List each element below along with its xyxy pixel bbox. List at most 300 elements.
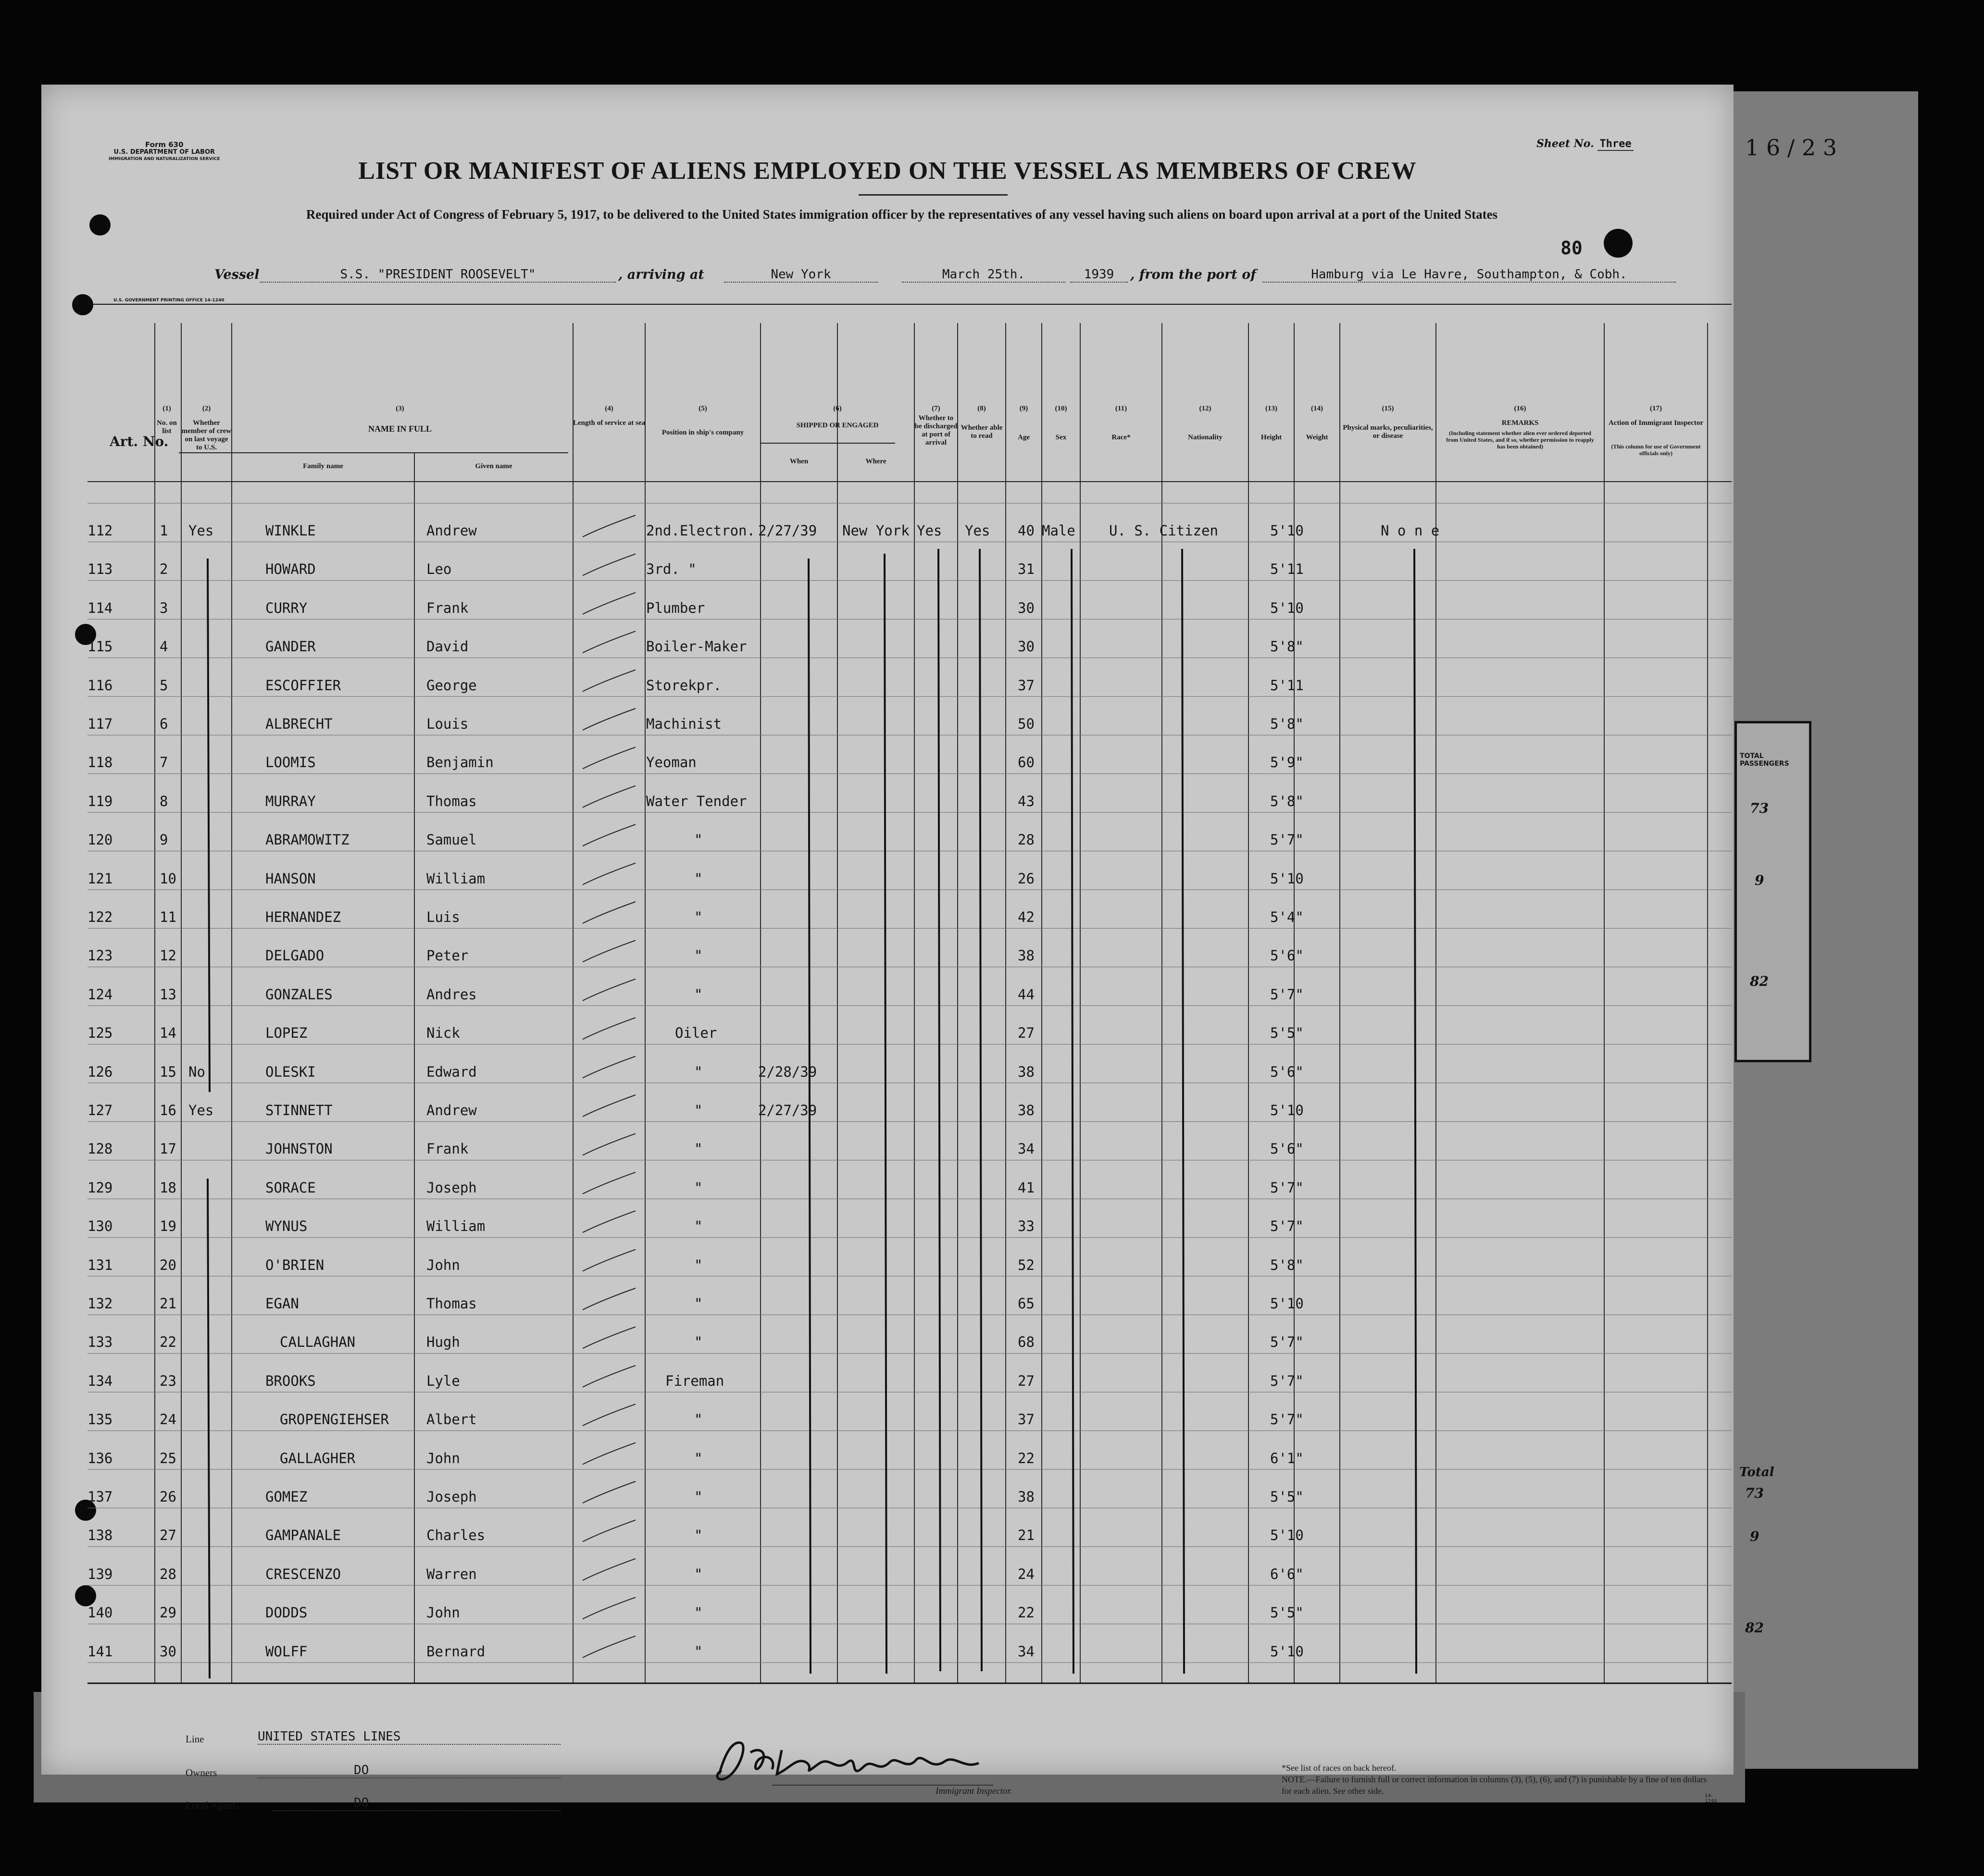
- row-art-no: 113: [87, 561, 113, 578]
- col14-number: (14): [1311, 405, 1323, 412]
- owners-value: DO: [258, 1763, 561, 1778]
- col4-header: Length of service at sea: [573, 419, 645, 427]
- col14-header: Weight: [1306, 434, 1328, 441]
- row-given-name: Nick: [426, 1025, 460, 1042]
- row-family-name: DODDS: [265, 1604, 308, 1621]
- row-list-no: 23: [160, 1372, 176, 1389]
- row-given-name: David: [426, 638, 469, 655]
- arrival-date: March 25th.: [902, 267, 1065, 283]
- row-family-name: ESCOFFIER: [265, 677, 341, 694]
- row-age: 37: [1018, 677, 1035, 694]
- col2-header: Whether member of crew on last voyage to U.S.: [181, 419, 232, 451]
- col12-header: Nationality: [1188, 434, 1223, 441]
- sheet-number-value: Three: [1597, 138, 1633, 151]
- table-row: [87, 870, 1732, 909]
- row-art-no: 118: [87, 754, 113, 771]
- row-height: 6'6": [1270, 1565, 1304, 1582]
- row-position: ": [694, 1295, 703, 1312]
- agents-value: DO: [272, 1796, 561, 1811]
- row-art-no: 141: [87, 1643, 113, 1660]
- row-art-no: 112: [87, 522, 113, 539]
- row-art-no: 131: [87, 1256, 113, 1273]
- printing-office: U.S. GOVERNMENT PRINTING OFFICE 14-1240: [113, 298, 225, 303]
- col13-number: (13): [1265, 405, 1277, 412]
- total-label: Total: [1739, 1465, 1774, 1479]
- row-given-name: Samuel: [426, 832, 477, 848]
- row-position: ": [694, 986, 703, 1003]
- table-row: [87, 1566, 1732, 1604]
- inspector-signature: [705, 1728, 1003, 1791]
- row-list-no: 16: [160, 1102, 176, 1118]
- col12-number: (12): [1199, 405, 1211, 412]
- col4-number: (4): [605, 405, 613, 412]
- col11-header: Race*: [1111, 434, 1131, 441]
- row-given-name: Bernard: [426, 1643, 486, 1660]
- table-row: [87, 1218, 1732, 1256]
- row-list-no: 12: [160, 947, 176, 964]
- row-art-no: 129: [87, 1179, 113, 1196]
- row-art-no: 140: [87, 1604, 113, 1621]
- row-given-name: Warren: [426, 1565, 477, 1582]
- col10-header: Sex: [1055, 434, 1067, 441]
- table-row: [87, 638, 1732, 677]
- row-age: 30: [1018, 638, 1035, 655]
- row-given-name: Peter: [426, 947, 469, 964]
- row-art-no: 126: [87, 1063, 113, 1080]
- col10-number: (10): [1055, 405, 1067, 412]
- row-art-no: 134: [87, 1372, 113, 1389]
- row-list-no: 1: [160, 522, 168, 539]
- row-art-no: 136: [87, 1450, 113, 1466]
- table-row: [87, 1102, 1732, 1141]
- table-row: [87, 1141, 1732, 1179]
- row-position: ": [694, 1450, 703, 1466]
- row-given-name: Luis: [426, 909, 460, 925]
- row-given-name: Edward: [426, 1063, 477, 1080]
- row-height: 5'8": [1270, 1256, 1304, 1273]
- row-age: 38: [1018, 947, 1035, 964]
- vessel-line: [214, 267, 1705, 288]
- row-list-no: 22: [160, 1334, 176, 1351]
- total-value-3: 82: [1745, 1620, 1764, 1636]
- row-age: 65: [1018, 1295, 1035, 1312]
- col15-header: Physical marks, peculiarities, or disease: [1343, 424, 1433, 440]
- row-age: 27: [1018, 1025, 1035, 1042]
- row-position: ": [694, 1218, 703, 1235]
- col3-given-header: Given name: [475, 462, 512, 470]
- col16-header: REMARKS: [1501, 419, 1539, 427]
- row-given-name: William: [426, 1218, 486, 1235]
- row-art-no: 124: [87, 986, 113, 1003]
- row-age: 22: [1018, 1604, 1035, 1621]
- arrival-year: 1939: [1070, 267, 1128, 283]
- row-art-no: 116: [87, 677, 113, 694]
- row-age: 52: [1018, 1256, 1035, 1273]
- row-art-no: 138: [87, 1527, 113, 1544]
- row-list-no: 6: [160, 716, 168, 732]
- row-age: 43: [1018, 793, 1035, 809]
- row-list-no: 15: [160, 1063, 176, 1080]
- row-art-no: 133: [87, 1334, 113, 1351]
- row-age: 50: [1018, 716, 1035, 732]
- row-age: 44: [1018, 986, 1035, 1003]
- row-family-name: WOLFF: [265, 1643, 308, 1660]
- row-given-name: Thomas: [426, 793, 477, 809]
- col17-header: Action of Immigrant Inspector: [1608, 419, 1704, 427]
- row-list-no: 11: [160, 909, 176, 925]
- row-list-no: 10: [160, 870, 176, 887]
- row-height: 5'7": [1270, 1411, 1304, 1428]
- row-position: ": [694, 1102, 703, 1118]
- row-age: 42: [1018, 909, 1035, 925]
- row-height: 5'7": [1270, 1372, 1304, 1389]
- row-family-name: GAMPANALE: [265, 1527, 341, 1544]
- row-art-no: 130: [87, 1218, 113, 1235]
- row-age: 30: [1018, 599, 1035, 616]
- row-art-no: 128: [87, 1141, 113, 1157]
- col7-header: Whether to be discharged at port of arrival: [914, 414, 958, 447]
- row-given-name: Charles: [426, 1527, 486, 1544]
- col16-number: (16): [1514, 405, 1526, 412]
- row-art-no: 117: [87, 716, 113, 732]
- table-row: [87, 600, 1732, 638]
- row-list-no: 7: [160, 754, 168, 771]
- row-position: ": [694, 1063, 703, 1080]
- row-given-name: John: [426, 1604, 460, 1621]
- row-age: 60: [1018, 754, 1035, 771]
- passengers-label: TOTAL PASSENGERS: [1740, 752, 1789, 768]
- row-height: 5'10: [1270, 1102, 1304, 1118]
- row-list-no: 27: [160, 1527, 176, 1544]
- row-height: 5'7": [1270, 1334, 1304, 1351]
- row-position: ": [694, 909, 703, 925]
- row-list-no: 13: [160, 986, 176, 1003]
- form-department: U.S. DEPARTMENT OF LABOR: [113, 149, 215, 156]
- row-family-name: LOPEZ: [265, 1025, 308, 1042]
- table-row: [87, 522, 1732, 561]
- row-position: ": [694, 1334, 703, 1351]
- col6-where-header: Where: [865, 458, 886, 465]
- table-row: [87, 1334, 1732, 1372]
- row-art-no: 132: [87, 1295, 113, 1312]
- row-list-no: 3: [160, 599, 168, 616]
- title-rule: [859, 194, 1008, 196]
- row-age: 38: [1018, 1102, 1035, 1118]
- col8-header: Whether able to read: [961, 424, 1003, 440]
- row-height: 5'5": [1270, 1025, 1304, 1042]
- row-position: ": [694, 1411, 703, 1428]
- row-height: 5'7": [1270, 986, 1304, 1003]
- from-port: Hamburg via Le Havre, Southampton, & Cobh.: [1262, 267, 1676, 283]
- total-value-1: 73: [1745, 1485, 1764, 1501]
- table-row: [87, 1295, 1732, 1334]
- col3-number: (3): [396, 405, 404, 412]
- row-physical-marks: N o n e: [1381, 522, 1440, 539]
- row-art-no: 123: [87, 947, 113, 964]
- print-code: 14-1240: [1705, 1793, 1717, 1804]
- row-height: 5'6": [1270, 1141, 1304, 1157]
- table-row: [87, 1450, 1732, 1489]
- row-height: 5'11: [1270, 561, 1304, 578]
- row-list-no: 25: [160, 1450, 176, 1466]
- row-given-name: John: [426, 1256, 460, 1273]
- table-row: [87, 677, 1732, 716]
- row-family-name: GOMEZ: [265, 1489, 308, 1505]
- row-age: 24: [1018, 1565, 1035, 1582]
- row-art-no: 121: [87, 870, 113, 887]
- agents-label: Local Agents: [186, 1800, 239, 1811]
- row-age: 40: [1018, 522, 1035, 539]
- row-given-name: Frank: [426, 599, 469, 616]
- row-list-no: 24: [160, 1411, 176, 1428]
- line-label: Line: [186, 1733, 204, 1745]
- col3-family-header: Family name: [303, 462, 343, 470]
- row-family-name: SORACE: [265, 1179, 316, 1196]
- col5-number: (5): [699, 405, 707, 412]
- row-list-no: 8: [160, 793, 168, 809]
- row-given-name: Louis: [426, 716, 469, 732]
- table-row: [87, 1411, 1732, 1450]
- row-list-no: 21: [160, 1295, 176, 1312]
- row-family-name: GROPENGIEHSER: [280, 1411, 389, 1428]
- row-given-name: William: [426, 870, 486, 887]
- row-age: 37: [1018, 1411, 1035, 1428]
- row-list-no: 19: [160, 1218, 176, 1235]
- row-height: 5'7": [1270, 832, 1304, 848]
- col6-number: (6): [833, 405, 842, 412]
- table-row: [87, 1180, 1732, 1218]
- row-height: 5'5": [1270, 1489, 1304, 1505]
- side-value-1: 73: [1750, 800, 1769, 816]
- crew-manifest-table: [87, 304, 1732, 1698]
- col6-header: SHIPPED OR ENGAGED: [796, 422, 879, 429]
- row-given-name: Andrew: [426, 1102, 477, 1118]
- row-height: 5'8": [1270, 638, 1304, 655]
- table-row: [87, 1489, 1732, 1527]
- row-art-no: 139: [87, 1565, 113, 1582]
- col15-number: (15): [1382, 405, 1394, 412]
- col17-number: (17): [1650, 405, 1662, 412]
- row-given-name: Lyle: [426, 1372, 460, 1389]
- row-art-no: 125: [87, 1025, 113, 1042]
- row-age: 34: [1018, 1141, 1035, 1157]
- manifest-page: [41, 85, 1734, 1811]
- row-family-name: EGAN: [265, 1295, 299, 1312]
- row-position: Plumber: [646, 599, 705, 616]
- row-family-name: JOHNSTON: [265, 1141, 333, 1157]
- row-age: 34: [1018, 1643, 1035, 1660]
- row-family-name: STINNETT: [265, 1102, 333, 1118]
- row-art-no: 127: [87, 1102, 113, 1118]
- row-family-name: WYNUS: [265, 1218, 308, 1235]
- row-list-no: 28: [160, 1565, 176, 1582]
- row-list-no: 2: [160, 561, 168, 578]
- row-given-name: Benjamin: [426, 754, 494, 771]
- table-row: [87, 1373, 1732, 1411]
- sheet-number: [1536, 137, 1634, 150]
- row-position: Water Tender: [646, 793, 747, 809]
- row-given-name: Andres: [426, 986, 477, 1003]
- row-previous-voyage: No: [188, 1063, 205, 1080]
- side-value-3: 82: [1750, 973, 1769, 989]
- punch-hole: [1604, 229, 1633, 258]
- table-row: [87, 1643, 1732, 1682]
- row-position: ": [694, 1256, 703, 1273]
- row-position: Storekpr.: [646, 677, 722, 694]
- row-art-no: 135: [87, 1411, 113, 1428]
- from-label: , from the port of: [1130, 267, 1256, 282]
- row-list-no: 26: [160, 1489, 176, 1505]
- row-given-name: Joseph: [426, 1179, 477, 1196]
- row-given-name: Thomas: [426, 1295, 477, 1312]
- arriving-label: , arriving at: [618, 267, 704, 282]
- row-position: ": [694, 1179, 703, 1196]
- row-list-no: 5: [160, 677, 168, 694]
- table-row: [87, 1025, 1732, 1063]
- punch-hole: [89, 214, 111, 236]
- col9-header: Age: [1018, 434, 1030, 441]
- sheet-number-label: Sheet No.: [1536, 137, 1594, 150]
- row-height: 5'10: [1270, 522, 1304, 539]
- table-row: [87, 986, 1732, 1025]
- row-height: 5'7": [1270, 1218, 1304, 1235]
- table-row: [87, 793, 1732, 832]
- col5-header: Position in ship's company: [661, 429, 744, 436]
- total-value-2: 9: [1750, 1528, 1759, 1544]
- races-note: *See list of races on back hereof.: [1282, 1763, 1397, 1773]
- row-position: ": [694, 1565, 703, 1582]
- side-value-2: 9: [1755, 872, 1764, 888]
- row-height: 5'10: [1270, 599, 1304, 616]
- row-height: 5'10: [1270, 870, 1304, 887]
- row-age: 26: [1018, 870, 1035, 887]
- row-height: 5'8": [1270, 793, 1304, 809]
- row-age: 28: [1018, 832, 1035, 848]
- row-able-to-read: Yes: [965, 522, 990, 539]
- art-no-header: Art. No.: [110, 434, 169, 449]
- row-position: Boiler-Maker: [646, 638, 747, 655]
- row-previous-voyage: Yes: [188, 1102, 214, 1118]
- row-position: Oiler: [675, 1025, 717, 1042]
- row-age: 41: [1018, 1179, 1035, 1196]
- col6-when-header: When: [789, 458, 809, 465]
- row-age: 21: [1018, 1527, 1035, 1544]
- row-family-name: CALLAGHAN: [280, 1334, 356, 1351]
- row-art-no: 119: [87, 793, 113, 809]
- row-list-no: 14: [160, 1025, 176, 1042]
- table-row: [87, 754, 1732, 793]
- row-position: ": [694, 1604, 703, 1621]
- row-art-no: 114: [87, 599, 113, 616]
- row-age: 22: [1018, 1450, 1035, 1466]
- row-height: 5'10: [1270, 1527, 1304, 1544]
- row-position: ": [694, 1527, 703, 1544]
- inspector-label: Immigrant Inspector.: [936, 1786, 1012, 1796]
- col13-header: Height: [1260, 434, 1282, 441]
- row-height: 5'9": [1270, 754, 1304, 771]
- row-given-name: Albert: [426, 1411, 477, 1428]
- row-family-name: HANSON: [265, 870, 316, 887]
- row-age: 33: [1018, 1218, 1035, 1235]
- row-height: 5'10: [1270, 1643, 1304, 1660]
- row-age: 27: [1018, 1372, 1035, 1389]
- row-given-name: Leo: [426, 561, 452, 578]
- table-row: [87, 1064, 1732, 1102]
- row-position: ": [694, 1489, 703, 1505]
- row-previous-voyage: Yes: [188, 522, 214, 539]
- row-height: 5'10: [1270, 1295, 1304, 1312]
- row-position: ": [694, 1141, 703, 1157]
- row-position: ": [694, 832, 703, 848]
- row-family-name: WINKLE: [265, 522, 316, 539]
- row-list-no: 17: [160, 1141, 176, 1157]
- row-list-no: 29: [160, 1604, 176, 1621]
- row-position: Machinist: [646, 716, 722, 732]
- row-height: 5'4": [1270, 909, 1304, 925]
- row-given-name: Frank: [426, 1141, 469, 1157]
- row-height: 5'8": [1270, 716, 1304, 732]
- row-height: 5'6": [1270, 1063, 1304, 1080]
- row-sex: Male: [1042, 522, 1075, 539]
- owners-label: Owners: [186, 1767, 217, 1778]
- row-height: 6'1": [1270, 1450, 1304, 1466]
- row-family-name: HERNANDEZ: [265, 909, 341, 925]
- table-row: [87, 561, 1732, 599]
- row-family-name: GONZALES: [265, 986, 333, 1003]
- row-art-no: 137: [87, 1489, 113, 1505]
- row-position: ": [694, 870, 703, 887]
- stamp-number: 80: [1560, 237, 1583, 259]
- row-list-no: 9: [160, 832, 168, 848]
- row-family-name: MURRAY: [265, 793, 316, 809]
- row-position: 3rd. ": [646, 561, 697, 578]
- col1-number: (1): [162, 405, 171, 412]
- row-list-no: 30: [160, 1643, 176, 1660]
- col3-header: NAME IN FULL: [368, 424, 432, 434]
- row-height: 5'7": [1270, 1179, 1304, 1196]
- row-family-name: CRESCENZO: [265, 1565, 341, 1582]
- table-row: [87, 832, 1732, 870]
- row-position: 2nd.Electron.: [646, 522, 755, 539]
- penalty-note: NOTE.—Failure to furnish full or correct information in columns (3), (5), (6), and (7) is punishable by a fine of ten dollars for each alien. See other side.: [1282, 1775, 1707, 1796]
- row-shipped-when: 2/27/39: [758, 522, 817, 539]
- table-row: [87, 1604, 1732, 1643]
- row-family-name: GANDER: [265, 638, 316, 655]
- row-age: 38: [1018, 1489, 1035, 1505]
- row-given-name: John: [426, 1450, 460, 1466]
- footer-notes: [1282, 1762, 1714, 1797]
- col11-number: (11): [1115, 405, 1127, 412]
- arriving-port: New York: [724, 267, 878, 283]
- row-position: Fireman: [665, 1372, 724, 1389]
- row-position: Yeoman: [646, 754, 697, 771]
- row-nationality: U. S. Citizen: [1109, 522, 1218, 539]
- row-position: ": [694, 1643, 703, 1660]
- row-discharged: Yes: [917, 522, 942, 539]
- passenger-total-strip: [1734, 721, 1811, 1062]
- row-family-name: BROOKS: [265, 1372, 316, 1389]
- page-title: LIST OR MANIFEST OF ALIENS EMPLOYED ON THE VESSEL AS MEMBERS OF CREW: [358, 157, 1417, 185]
- row-given-name: Joseph: [426, 1489, 477, 1505]
- col8-number: (8): [977, 405, 986, 412]
- margin-handwriting: 1 6 / 2 3: [1745, 135, 1837, 161]
- form-service: IMMIGRATION AND NATURALIZATION SERVICE: [109, 157, 220, 162]
- row-family-name: ABRAMOWITZ: [265, 832, 349, 848]
- row-family-name: ALBRECHT: [265, 716, 333, 732]
- row-art-no: 120: [87, 832, 113, 848]
- vessel-label: Vessel: [214, 267, 260, 282]
- row-position: ": [694, 947, 703, 964]
